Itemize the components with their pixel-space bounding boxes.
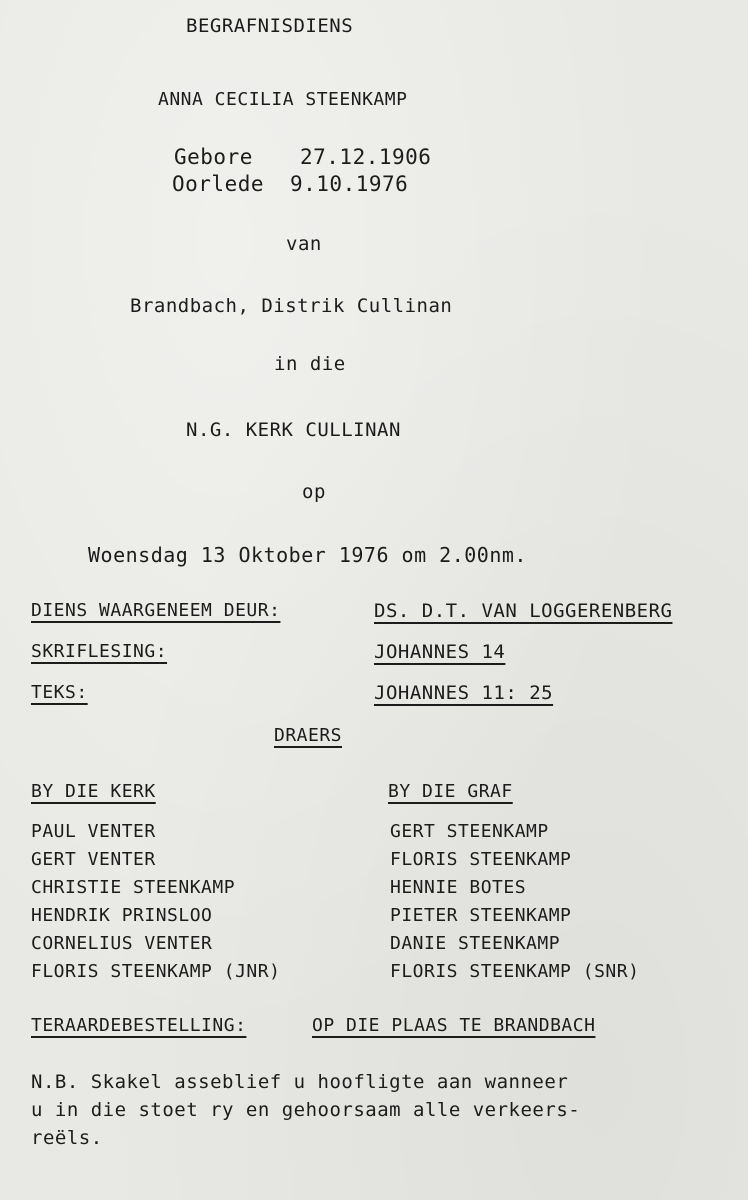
traffic-note-line: u in die stoet ry en gehoorsaam alle verkeers- xyxy=(31,1099,581,1121)
born-label: Gebore xyxy=(174,145,253,169)
bearers-heading: DRAERS xyxy=(274,725,343,746)
on-word: op xyxy=(302,481,326,503)
traffic-note xyxy=(31,1068,721,1152)
text-value: JOHANNES 11: 25 xyxy=(374,682,554,704)
service-datetime: Woensdag 13 Oktober 1976 om 2.00nm. xyxy=(88,543,527,567)
church-bearers-heading: BY DIE KERK xyxy=(31,781,156,802)
grave-bearer: GERT STEENKAMP xyxy=(390,821,549,842)
grave-bearers-heading: BY DIE GRAF xyxy=(388,781,513,802)
church-bearer: CORNELIUS VENTER xyxy=(31,933,213,954)
burial-label: TERAARDEBESTELLING: xyxy=(31,1015,247,1036)
text-label: TEKS: xyxy=(31,682,88,703)
traffic-note-line: reëls. xyxy=(31,1127,103,1149)
died-date: 9.10.1976 xyxy=(290,172,409,196)
reading-label: SKRIFLESING: xyxy=(31,641,168,662)
church-bearer: FLORIS STEENKAMP (JNR) xyxy=(31,961,281,982)
grave-bearer: DANIE STEENKAMP xyxy=(390,933,561,954)
church-bearer: GERT VENTER xyxy=(31,849,156,870)
reading-value: JOHANNES 14 xyxy=(374,641,506,663)
grave-bearer: FLORIS STEENKAMP (SNR) xyxy=(390,961,640,982)
officiant-value: DS. D.T. VAN LOGGERENBERG xyxy=(374,600,673,622)
in-the-word: in die xyxy=(274,353,346,375)
born-date: 27.12.1906 xyxy=(300,145,432,169)
church-bearer: HENDRIK PRINSLOO xyxy=(31,905,213,926)
church-bearer: PAUL VENTER xyxy=(31,821,156,842)
church-bearer: CHRISTIE STEENKAMP xyxy=(31,877,236,898)
of-word: van xyxy=(286,233,322,255)
grave-bearer: HENNIE BOTES xyxy=(390,877,527,898)
church-name: N.G. KERK CULLINAN xyxy=(186,419,401,441)
document-title: BEGRAFNISDIENS xyxy=(186,15,354,37)
burial-value: OP DIE PLAAS TE BRANDBACH xyxy=(312,1015,596,1036)
residence: Brandbach, Distrik Cullinan xyxy=(130,295,453,317)
deceased-name: ANNA CECILIA STEENKAMP xyxy=(158,89,408,110)
grave-bearer: PIETER STEENKAMP xyxy=(390,905,572,926)
officiant-label: DIENS WAARGENEEM DEUR: xyxy=(31,600,281,621)
traffic-note-line: N.B. Skakel asseblief u hoofligte aan wanneer xyxy=(31,1071,569,1093)
died-label: Oorlede xyxy=(172,172,265,196)
grave-bearer: FLORIS STEENKAMP xyxy=(390,849,572,870)
